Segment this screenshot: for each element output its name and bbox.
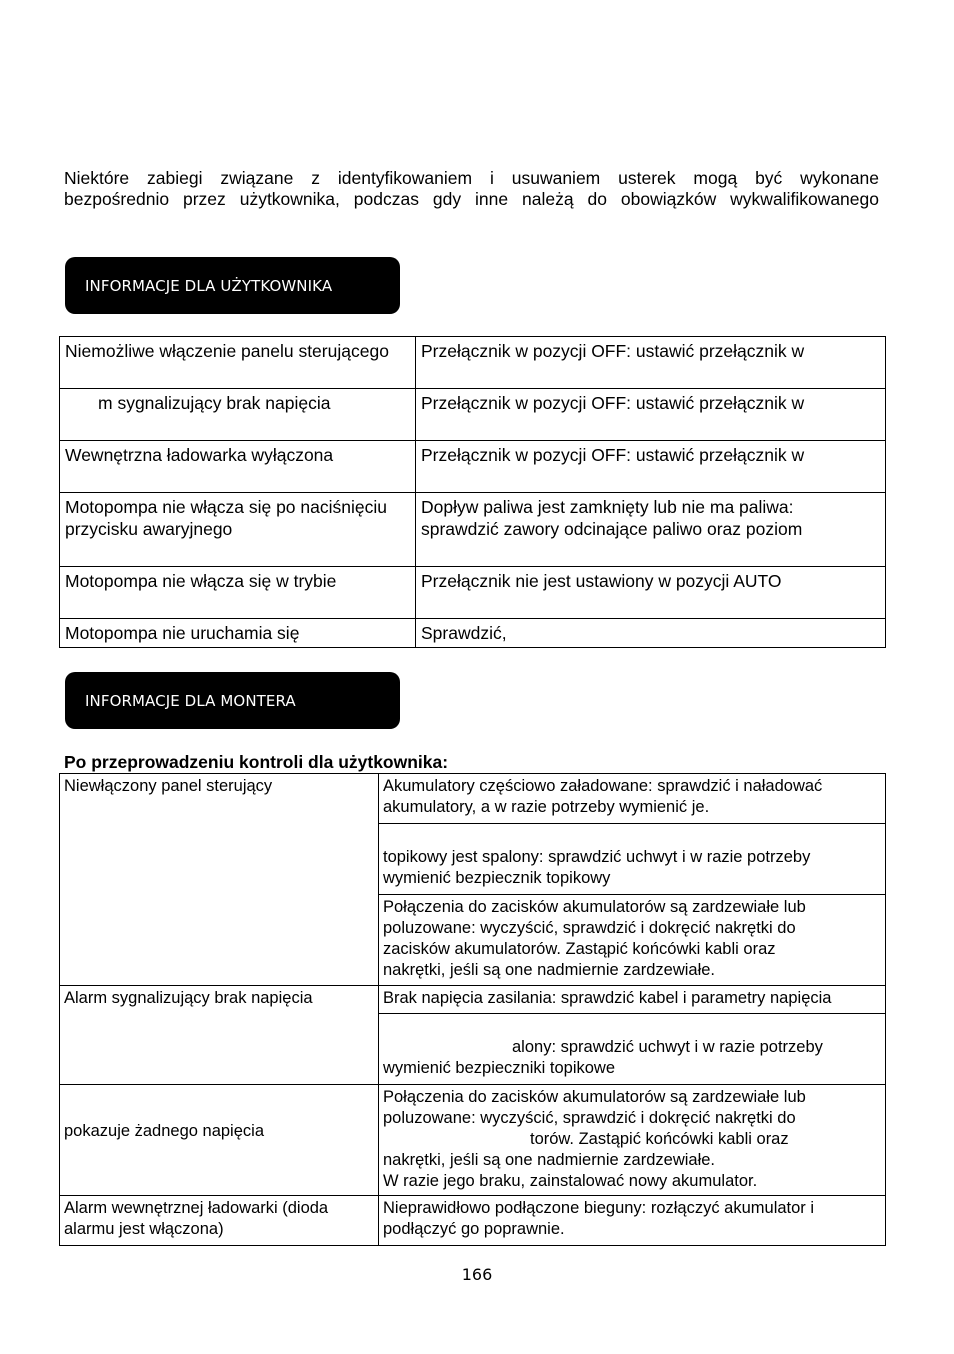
- problem-text: pokazuje żadnego napięcia: [64, 1121, 264, 1140]
- banner-user-info: INFORMACJE DLA UŻYTKOWNIKA: [65, 257, 400, 314]
- solution-line: poluzowane: wyczyścić, sprawdzić i dokręcić nakrętki do: [383, 1109, 796, 1127]
- solution-line: alony: sprawdzić uchwyt i w razie potrzeby: [512, 1038, 823, 1056]
- solution-line: torów. Zastąpić końcówki kabli oraz: [530, 1130, 789, 1148]
- problem-cell: [60, 1196, 379, 1246]
- solution-line: Akumulatory częściowo załadowane: sprawdzić i naładować: [383, 777, 823, 795]
- table-row: [60, 337, 886, 389]
- problem-cell: Wewnętrzna ładowarka wyłączona: [60, 441, 416, 493]
- table-row: [60, 567, 886, 619]
- table-row: [60, 1085, 886, 1196]
- solution-line: Nieprawidłowo podłączone bieguny: rozłączyć akumulator i: [383, 1199, 815, 1217]
- solution-cell: [379, 1085, 886, 1196]
- solution-line: W razie jego braku, zainstalować nowy akumulator.: [383, 1172, 758, 1190]
- table-row: [60, 774, 886, 824]
- problem-cell: Niemożliwe włączenie panelu sterującego: [60, 337, 416, 389]
- solution-cell: [379, 824, 886, 895]
- solution-line: wymienić bezpieczniki topikowe: [383, 1059, 616, 1077]
- solution-line: nakrętki, jeśli są one nadmiernie zardzewiałe.: [383, 1151, 715, 1169]
- solution-line: zacisków akumulatorów. Zastąpić końcówki kabli oraz: [383, 940, 776, 958]
- problem-cell: [60, 1085, 379, 1196]
- solution-cell: [379, 1014, 886, 1085]
- problem-line: alarmu jest włączona): [64, 1220, 224, 1238]
- installer-troubleshooting-table: [59, 773, 886, 1246]
- problem-cell: Alarm sygnalizujący brak napięcia: [60, 986, 379, 1085]
- solution-cell: [379, 895, 886, 986]
- solution-cell: Brak napięcia zasilania: sprawdzić kabel i parametry napięcia: [379, 986, 886, 1014]
- solution-cell: [416, 493, 886, 567]
- solution-line: podłączyć go poprawnie.: [383, 1220, 565, 1238]
- table-row: [60, 986, 886, 1014]
- table-row: [60, 441, 886, 493]
- problem-cell: Motopompa nie włącza się w trybie: [60, 567, 416, 619]
- table-row: [60, 619, 886, 648]
- solution-cell: [379, 774, 886, 824]
- solution-line: Dopływ paliwa jest zamknięty lub nie ma paliwa:: [421, 497, 794, 517]
- solution-line: poluzowane: wyczyścić, sprawdzić i dokręcić nakrętki do: [383, 919, 796, 937]
- page-number: 166: [461, 1265, 493, 1284]
- solution-line: Połączenia do zacisków akumulatorów są zardzewiałe lub: [383, 898, 806, 916]
- intro-paragraph: [64, 168, 879, 210]
- solution-cell: [379, 1196, 886, 1246]
- problem-line: Alarm wewnętrznej ładowarki (dioda: [64, 1199, 329, 1217]
- problem-cell: Niewłączony panel sterujący: [60, 774, 379, 986]
- intro-line-2: bezpośrednio przez użytkownika, podczas gdy inne należą do obowiązków wykwalifikowanego: [64, 189, 879, 209]
- solution-cell: Przełącznik w pozycji OFF: ustawić przełącznik w: [416, 337, 886, 389]
- solution-cell: Przełącznik w pozycji OFF: ustawić przełącznik w: [416, 441, 886, 493]
- table-row: [60, 493, 886, 567]
- table-row: [60, 389, 886, 441]
- problem-cell: Motopompa nie uruchamia się: [60, 619, 416, 648]
- solution-line: akumulatory, a w razie potrzeby wymienić je.: [383, 798, 710, 816]
- solution-line: Połączenia do zacisków akumulatorów są zardzewiałe lub: [383, 1088, 806, 1106]
- solution-line: topikowy jest spalony: sprawdzić uchwyt i w razie potrzeby: [383, 848, 811, 866]
- solution-line: wymienić bezpiecznik topikowy: [383, 869, 611, 887]
- user-troubleshooting-table: [59, 336, 886, 648]
- solution-line: nakrętki, jeśli są one nadmiernie zardzewiałe.: [383, 961, 715, 979]
- table-row: [60, 1196, 886, 1246]
- problem-cell: [60, 389, 416, 441]
- solution-line: sprawdzić zawory odcinające paliwo oraz poziom: [421, 519, 803, 539]
- banner-installer-info: INFORMACJE DLA MONTERA: [65, 672, 400, 729]
- problem-cell: Motopompa nie włącza się po naciśnięciu przycisku awaryjnego: [60, 493, 416, 567]
- intro-line-1: Niektóre zabiegi związane z identyfikowaniem i usuwaniem usterek mogą być wykonane: [64, 168, 879, 188]
- solution-cell: Sprawdzić,: [416, 619, 886, 648]
- solution-cell: Przełącznik w pozycji OFF: ustawić przełącznik w: [416, 389, 886, 441]
- solution-cell: Przełącznik nie jest ustawiony w pozycji AUTO: [416, 567, 886, 619]
- section-subheading: Po przeprowadzeniu kontroli dla użytkownika:: [64, 752, 449, 772]
- problem-text: m sygnalizujący brak napięcia: [98, 393, 331, 413]
